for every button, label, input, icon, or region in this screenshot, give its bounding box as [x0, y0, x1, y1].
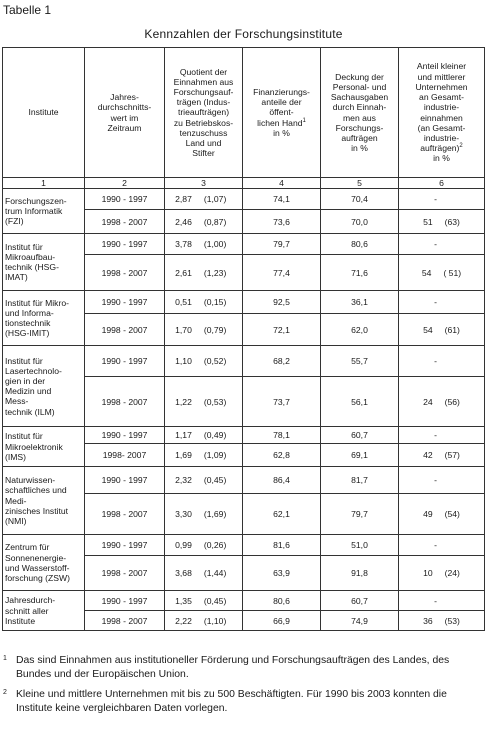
- financing-cell: 78,1: [243, 427, 321, 444]
- sme-share-cell: [399, 377, 485, 427]
- quotient-industry-value: (0,87): [203, 216, 227, 227]
- column-number: 3: [165, 178, 243, 189]
- sme-share-cell: [399, 255, 485, 291]
- sme-share-industry-value: (57): [444, 450, 460, 461]
- quotient-cell: [165, 314, 243, 346]
- quotient-cell: [165, 234, 243, 255]
- page-title: Kennzahlen der Forschungsinstitute: [144, 27, 343, 41]
- column-number: 4: [243, 178, 321, 189]
- financing-cell: 62,8: [243, 444, 321, 467]
- financing-cell: 68,2: [243, 346, 321, 377]
- coverage-cell: 51,0: [321, 535, 399, 556]
- institute-name: Forschungszen- trum Informatik (FZI): [3, 189, 85, 234]
- financing-cell: 74,1: [243, 189, 321, 210]
- coverage-cell: 60,7: [321, 427, 399, 444]
- sme-share-value: -: [434, 595, 437, 606]
- quotient-industry-value: (0,15): [203, 297, 227, 308]
- sme-share-value: 54: [421, 267, 432, 278]
- sme-share-value: 42: [423, 450, 433, 461]
- quotient-cell: [165, 189, 243, 210]
- column-number: 1: [3, 178, 85, 189]
- quotient-industry-value: (0,52): [203, 356, 227, 367]
- quotient-value: 1,22: [175, 396, 192, 407]
- institute-name: Institut für Mikroelektronik (IMS): [3, 427, 85, 467]
- table-label: Tabelle 1: [3, 3, 52, 17]
- quotient-value: 3,68: [175, 568, 192, 579]
- sme-share-cell: [399, 210, 485, 234]
- coverage-cell: 80,6: [321, 234, 399, 255]
- quotient-value: 1,17: [175, 430, 192, 441]
- institute-name: Institut für Lasertechnolo- gien in der Medizin und Mess- technik (ILM): [3, 346, 85, 427]
- header-sme-share: Anteil kleiner und mittlerer Unternehmen an Gesamt- industrie- einnahmen (an Gesamt- industrie- aufträgen)$^2$ in %: [399, 48, 485, 178]
- quotient-cell: [165, 444, 243, 467]
- quotient-cell: [165, 591, 243, 611]
- footnote-text: Das sind Einnahmen aus institutioneller Förderung und Forschungsaufträgen des Landes, des Bundes und der Europäischen Union.: [16, 655, 450, 680]
- sme-share-industry-value: (63): [444, 216, 460, 227]
- sme-share-industry-value: (61): [444, 324, 460, 335]
- quotient-cell: [165, 210, 243, 234]
- financing-cell: 62,1: [243, 494, 321, 535]
- footnote-mark: 2: [3, 689, 7, 696]
- header-institute: Institute: [3, 48, 85, 178]
- table-row: [3, 535, 485, 556]
- quotient-industry-value: (1,09): [203, 450, 227, 461]
- sme-share-industry-value: (56): [444, 396, 460, 407]
- quotient-value: 2,46: [175, 216, 192, 227]
- sme-share-value: -: [434, 239, 437, 250]
- period-cell: 1998 - 2007: [85, 377, 165, 427]
- quotient-value: 1,10: [175, 356, 192, 367]
- period-cell: 1998 - 2007: [85, 494, 165, 535]
- coverage-cell: 71,6: [321, 255, 399, 291]
- column-number-row: [3, 178, 485, 189]
- quotient-industry-value: (0,79): [203, 324, 227, 335]
- footnote-2: [3, 688, 485, 716]
- sme-share-value: -: [434, 475, 437, 486]
- quotient-industry-value: (1,23): [203, 267, 227, 278]
- period-cell: 1990 - 1997: [85, 467, 165, 494]
- institute-name: Zentrum für Sonnenenergie- und Wasserstoff- forschung (ZSW): [3, 535, 85, 591]
- header-period: Jahres- durchschnitts- wert im Zeitraum: [85, 48, 165, 178]
- table-row: [3, 346, 485, 377]
- kennzahlen-table: [2, 47, 485, 631]
- quotient-value: 1,70: [175, 324, 192, 335]
- sme-share-cell: [399, 556, 485, 591]
- sme-share-cell: [399, 427, 485, 444]
- sme-share-value: -: [434, 540, 437, 551]
- quotient-cell: [165, 467, 243, 494]
- period-cell: 1998 - 2007: [85, 255, 165, 291]
- period-cell: 1990 - 1997: [85, 591, 165, 611]
- sme-share-value: -: [434, 430, 437, 441]
- quotient-cell: [165, 494, 243, 535]
- quotient-cell: [165, 535, 243, 556]
- quotient-industry-value: (0,45): [203, 595, 227, 606]
- coverage-cell: 70,0: [321, 210, 399, 234]
- column-number: 2: [85, 178, 165, 189]
- quotient-industry-value: (1,69): [203, 509, 227, 520]
- period-cell: 1998 - 2007: [85, 210, 165, 234]
- coverage-cell: 55,7: [321, 346, 399, 377]
- sme-share-cell: [399, 234, 485, 255]
- quotient-value: 2,61: [175, 267, 192, 278]
- sme-share-value: 54: [423, 324, 433, 335]
- column-number: 6: [399, 178, 485, 189]
- sme-share-cell: [399, 535, 485, 556]
- institute-name: Jahresdurch- schnitt aller Institute: [3, 591, 85, 631]
- financing-cell: 63,9: [243, 556, 321, 591]
- header-financing: Finanzierungs- anteile der öffent- lichen Hand$^1$ in %: [243, 48, 321, 178]
- quotient-cell: [165, 427, 243, 444]
- quotient-industry-value: (0,49): [203, 430, 227, 441]
- quotient-industry-value: (1,00): [203, 239, 227, 250]
- quotient-industry-value: (0,53): [203, 396, 227, 407]
- quotient-cell: [165, 346, 243, 377]
- quotient-industry-value: (0,26): [203, 540, 227, 551]
- institute-name: Naturwissen- schaftliches und Medi- zinisches Institut (NMI): [3, 467, 85, 535]
- quotient-value: 3,78: [175, 239, 192, 250]
- sme-share-industry-value: (53): [444, 615, 460, 626]
- quotient-value: 1,35: [175, 595, 192, 606]
- quotient-value: 2,22: [175, 615, 192, 626]
- sme-share-cell: [399, 346, 485, 377]
- institute-name: Institut für Mikro- und Informa- tionstechnik (HSG-IMIT): [3, 291, 85, 346]
- period-cell: 1990 - 1997: [85, 346, 165, 377]
- financing-cell: 73,7: [243, 377, 321, 427]
- financing-cell: 73,6: [243, 210, 321, 234]
- quotient-industry-value: (1,10): [203, 615, 227, 626]
- sme-share-value: -: [434, 194, 437, 205]
- table-row: [3, 467, 485, 494]
- sme-share-value: 49: [423, 509, 433, 520]
- period-cell: 1998 - 2007: [85, 556, 165, 591]
- sme-share-cell: [399, 189, 485, 210]
- quotient-cell: [165, 255, 243, 291]
- sme-share-cell: [399, 467, 485, 494]
- sme-share-value: -: [434, 297, 437, 308]
- quotient-cell: [165, 556, 243, 591]
- sme-share-value: 36: [423, 615, 433, 626]
- period-cell: 1990 - 1997: [85, 234, 165, 255]
- quotient-value: 1,69: [175, 450, 192, 461]
- sme-share-value: -: [434, 356, 437, 367]
- quotient-industry-value: (1,44): [203, 568, 227, 579]
- sme-share-cell: [399, 291, 485, 314]
- financing-cell: 77,4: [243, 255, 321, 291]
- coverage-cell: 74,9: [321, 611, 399, 631]
- institute-name: Institut für Mikroaufbau- technik (HSG- IMAT): [3, 234, 85, 291]
- coverage-cell: 81,7: [321, 467, 399, 494]
- header-coverage: Deckung der Personal- und Sachausgaben durch Einnah- men aus Forschungs- aufträgen in %: [321, 48, 399, 178]
- sme-share-cell: [399, 591, 485, 611]
- sme-share-industry-value: (24): [444, 568, 460, 579]
- footnotes: [3, 654, 485, 722]
- financing-cell: 80,6: [243, 591, 321, 611]
- sme-share-value: 51: [423, 216, 433, 227]
- footnote-text: Kleine und mittlere Unternehmen mit bis zu 500 Beschäftigten. Für 1990 bis 2003 konnten die Institute keine vergleichbaren Daten vorlegen.: [16, 689, 447, 714]
- sme-share-cell: [399, 611, 485, 631]
- table-row: [3, 189, 485, 210]
- quotient-industry-value: (0,45): [203, 475, 227, 486]
- coverage-cell: 91,8: [321, 556, 399, 591]
- table-row: [3, 427, 485, 444]
- quotient-value: 2,32: [175, 475, 192, 486]
- sme-share-cell: [399, 494, 485, 535]
- quotient-cell: [165, 611, 243, 631]
- quotient-value: 0,99: [175, 540, 192, 551]
- quotient-cell: [165, 377, 243, 427]
- quotient-value: 0,51: [175, 297, 192, 308]
- period-cell: 1990 - 1997: [85, 189, 165, 210]
- coverage-cell: 36,1: [321, 291, 399, 314]
- header-row: [3, 48, 485, 178]
- column-number: 5: [321, 178, 399, 189]
- footnote-mark: 1: [3, 655, 7, 662]
- sme-share-cell: [399, 444, 485, 467]
- table-row: [3, 591, 485, 611]
- sme-share-industry-value: (54): [444, 509, 460, 520]
- table-row: [3, 291, 485, 314]
- header-quotient: Quotient der Einnahmen aus Forschungsauf- trägen (Indus- trieaufträgen) zu Betriebskos- tenzuschuss Land und Stifter: [165, 48, 243, 178]
- sme-share-value: 10: [423, 568, 433, 579]
- period-cell: 1998 - 2007: [85, 314, 165, 346]
- financing-cell: 79,7: [243, 234, 321, 255]
- period-cell: 1990 - 1997: [85, 535, 165, 556]
- sme-share-cell: [399, 314, 485, 346]
- sme-share-value: 24: [423, 396, 433, 407]
- coverage-cell: 70,4: [321, 189, 399, 210]
- coverage-cell: 62,0: [321, 314, 399, 346]
- period-cell: 1998- 2007: [85, 444, 165, 467]
- financing-cell: 92,5: [243, 291, 321, 314]
- financing-cell: 66,9: [243, 611, 321, 631]
- footnote-1: [3, 654, 485, 682]
- financing-cell: 81,6: [243, 535, 321, 556]
- financing-cell: 72,1: [243, 314, 321, 346]
- period-cell: 1990 - 1997: [85, 291, 165, 314]
- coverage-cell: 69,1: [321, 444, 399, 467]
- quotient-industry-value: (1,07): [203, 194, 227, 205]
- quotient-value: 2,87: [175, 194, 192, 205]
- quotient-value: 3,30: [175, 509, 192, 520]
- table-row: [3, 234, 485, 255]
- sme-share-industry-value: ( 51): [443, 267, 462, 278]
- coverage-cell: 56,1: [321, 377, 399, 427]
- coverage-cell: 79,7: [321, 494, 399, 535]
- period-cell: 1998 - 2007: [85, 611, 165, 631]
- coverage-cell: 60,7: [321, 591, 399, 611]
- financing-cell: 86,4: [243, 467, 321, 494]
- period-cell: 1990 - 1997: [85, 427, 165, 444]
- quotient-cell: [165, 291, 243, 314]
